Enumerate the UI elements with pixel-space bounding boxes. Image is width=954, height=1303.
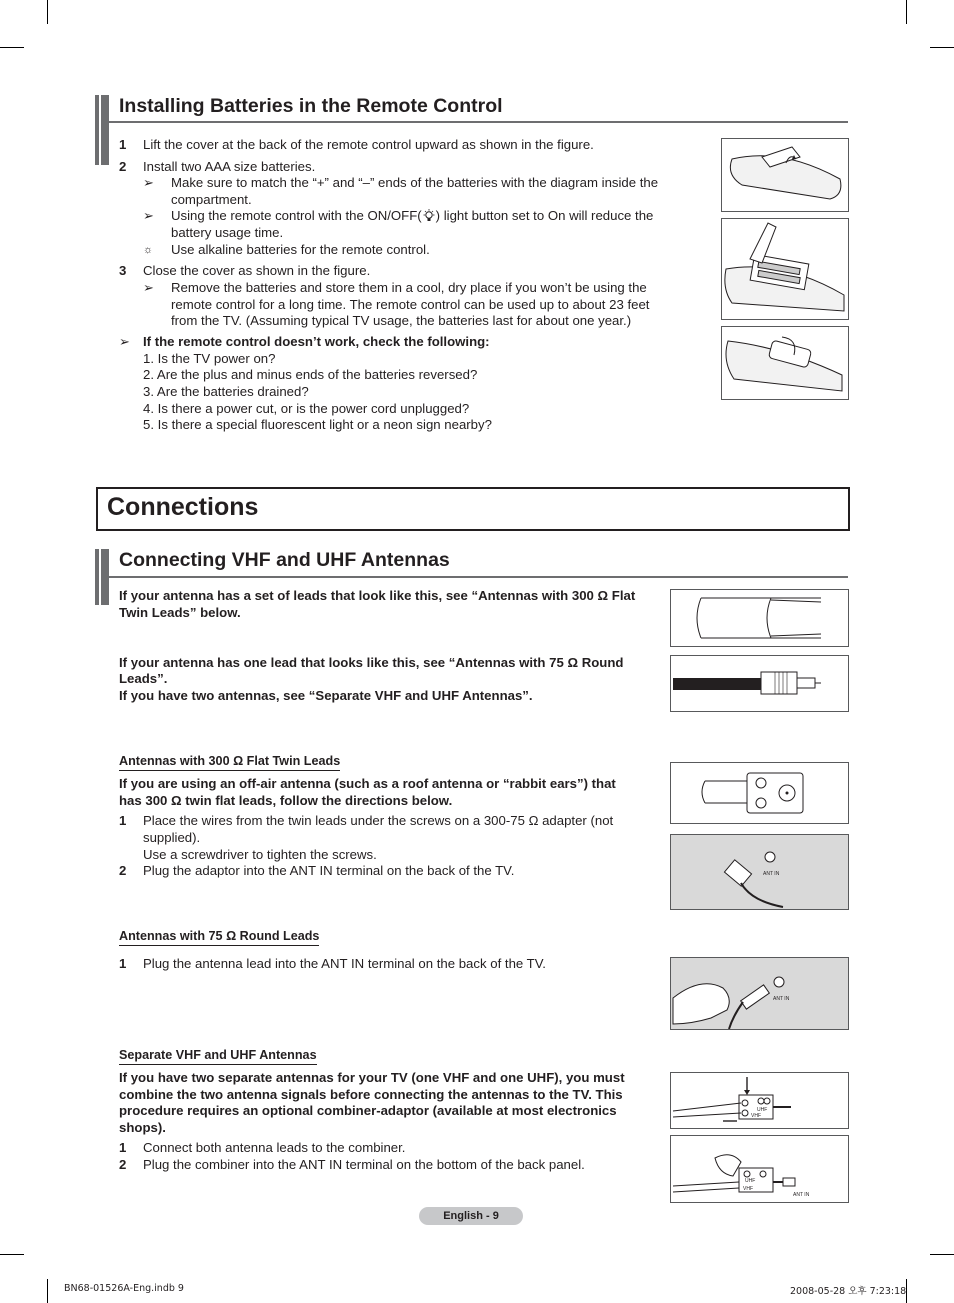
note-text: compartment. xyxy=(171,192,252,207)
step-number: 1 xyxy=(119,813,127,828)
slug-filename: BN68-01526A-Eng.indb 9 xyxy=(64,1283,184,1294)
step-text: Connect both antenna leads to the combiner. xyxy=(143,1140,406,1155)
note-text: Use alkaline batteries for the remote control. xyxy=(171,242,430,257)
note-text: remote control for a long time. The remote control can be used up to about 23 feet xyxy=(171,297,650,312)
check-item: 3. Are the batteries drained? xyxy=(143,384,309,399)
tip-icon: ☼ xyxy=(143,244,154,256)
intro-text: If your antenna has one lead that looks like this, see “Antennas with 75 Ω Round xyxy=(119,655,624,670)
crop-mark xyxy=(0,47,24,48)
crop-mark xyxy=(930,47,954,48)
note-text: Remove the batteries and store them in a cool, dry place if you won’t be using the xyxy=(171,280,647,295)
step-number: 1 xyxy=(119,137,127,152)
lead-text: combine the two antenna signals before connecting the antennas to the TV. This xyxy=(119,1087,623,1102)
step-text: Plug the antenna lead into the ANT IN terminal on the back of the TV. xyxy=(143,956,546,971)
adapter-figure xyxy=(670,762,849,824)
ant-in-label: ANT IN xyxy=(793,1192,810,1198)
ant-in-label: ANT IN xyxy=(763,871,780,877)
remote-cover-close-figure xyxy=(721,326,849,400)
flat-twin-lead-figure xyxy=(670,589,849,647)
step-text: Plug the combiner into the ANT IN terminal on the bottom of the back panel. xyxy=(143,1157,585,1172)
intro-text: Twin Leads” below. xyxy=(119,605,241,620)
lead-text: If you are using an off-air antenna (such as a roof antenna or “rabbit ears”) that xyxy=(119,776,616,791)
step-text: supplied). xyxy=(143,830,201,845)
note-text: battery usage time. xyxy=(171,225,284,240)
chapter-title: Connections xyxy=(107,493,259,521)
section-bar xyxy=(101,95,109,165)
round-leads-heading: Antennas with 75 Ω Round Leads xyxy=(119,929,319,946)
slug-date: 2008-05-28 오후 7:23:18 xyxy=(790,1286,907,1297)
intro-text: Leads”. xyxy=(119,671,168,686)
check-item: 5. Is there a special fluorescent light or a neon sign nearby? xyxy=(143,417,492,432)
page-number-badge: English - 9 xyxy=(419,1207,523,1225)
combiner-figure xyxy=(670,1072,849,1129)
lead-text: has 300 Ω twin flat leads, follow the directions below. xyxy=(119,793,453,808)
round-lead-figure xyxy=(670,655,849,712)
remote-cover-open-figure xyxy=(721,138,849,212)
step-text: Install two AAA size batteries. xyxy=(143,159,316,174)
section-rule xyxy=(109,576,848,578)
lead-text: shops). xyxy=(119,1120,166,1135)
section-bar xyxy=(101,549,109,605)
section-bar xyxy=(95,549,99,605)
uhf-label: UHF xyxy=(745,1178,756,1184)
light-bulb-icon xyxy=(422,209,436,222)
arrow-note-icon: ➢ xyxy=(143,280,155,295)
step-text: Place the wires from the twin leads under the screws on a 300-75 Ω adapter (not xyxy=(143,813,614,828)
check-item: 4. Is there a power cut, or is the power cord unplugged? xyxy=(143,401,470,416)
section-rule xyxy=(109,121,848,123)
vhf-label: VHF xyxy=(743,1186,753,1192)
separate-antennas-heading: Separate VHF and UHF Antennas xyxy=(119,1048,317,1065)
section-bar xyxy=(95,95,99,165)
step-number: 2 xyxy=(119,863,127,878)
step-text: Plug the adaptor into the ANT IN terminal on the back of the TV. xyxy=(143,863,515,878)
step-number: 2 xyxy=(119,1157,127,1172)
step-text: Use a screwdriver to tighten the screws. xyxy=(143,847,377,862)
arrow-note-icon: ➢ xyxy=(143,175,155,190)
ant-in-label: ANT IN xyxy=(773,996,790,1002)
intro-text: If your antenna has a set of leads that look like this, see “Antennas with 300 Ω Flat xyxy=(119,588,636,603)
combiner-ant-in-figure xyxy=(670,1135,849,1203)
uhf-label: UHF xyxy=(757,1107,768,1113)
step-number: 3 xyxy=(119,263,127,278)
crop-mark xyxy=(930,1254,954,1255)
step-text: Lift the cover at the back of the remote control upward as shown in the figure. xyxy=(143,137,594,152)
arrow-note-icon: ➢ xyxy=(143,208,155,223)
antenna-section-title: Connecting VHF and UHF Antennas xyxy=(119,549,450,571)
step-number: 1 xyxy=(119,956,127,971)
step-number: 1 xyxy=(119,1140,127,1155)
chapter-header-box xyxy=(96,487,850,531)
check-heading: If the remote control doesn’t work, check the following: xyxy=(143,334,490,349)
note-text: from the TV. (Assuming typical TV usage, the batteries last for about one year.) xyxy=(171,313,632,328)
note-text: Make sure to match the “+” and “–” ends of the batteries with the diagram inside the xyxy=(171,175,659,190)
crop-mark xyxy=(0,1254,24,1255)
vhf-label: VHF xyxy=(751,1113,761,1119)
crop-mark xyxy=(906,0,907,24)
check-item: 2. Are the plus and minus ends of the batteries reversed? xyxy=(143,367,478,382)
crop-mark xyxy=(47,0,48,24)
step-number: 2 xyxy=(119,159,127,174)
remote-batteries-figure xyxy=(721,218,849,320)
crop-mark xyxy=(47,1279,48,1303)
lead-text: If you have two separate antennas for your TV (one VHF and one UHF), you must xyxy=(119,1070,625,1085)
intro-text: If you have two antennas, see “Separate VHF and UHF Antennas”. xyxy=(119,688,533,703)
round-lead-ant-in-figure xyxy=(670,957,849,1030)
step-text: Close the cover as shown in the figure. xyxy=(143,263,371,278)
lead-text: procedure requires an optional combiner-adaptor (available at most electronics xyxy=(119,1103,617,1118)
adapter-ant-in-figure xyxy=(670,834,849,910)
note-text: Using the remote control with the ON/OFF( ) light button set to On will reduce the xyxy=(171,208,654,223)
arrow-note-icon: ➢ xyxy=(119,334,131,349)
battery-section-title: Installing Batteries in the Remote Control xyxy=(119,95,503,117)
check-item: 1. Is the TV power on? xyxy=(143,351,276,366)
flat-leads-heading: Antennas with 300 Ω Flat Twin Leads xyxy=(119,754,340,771)
